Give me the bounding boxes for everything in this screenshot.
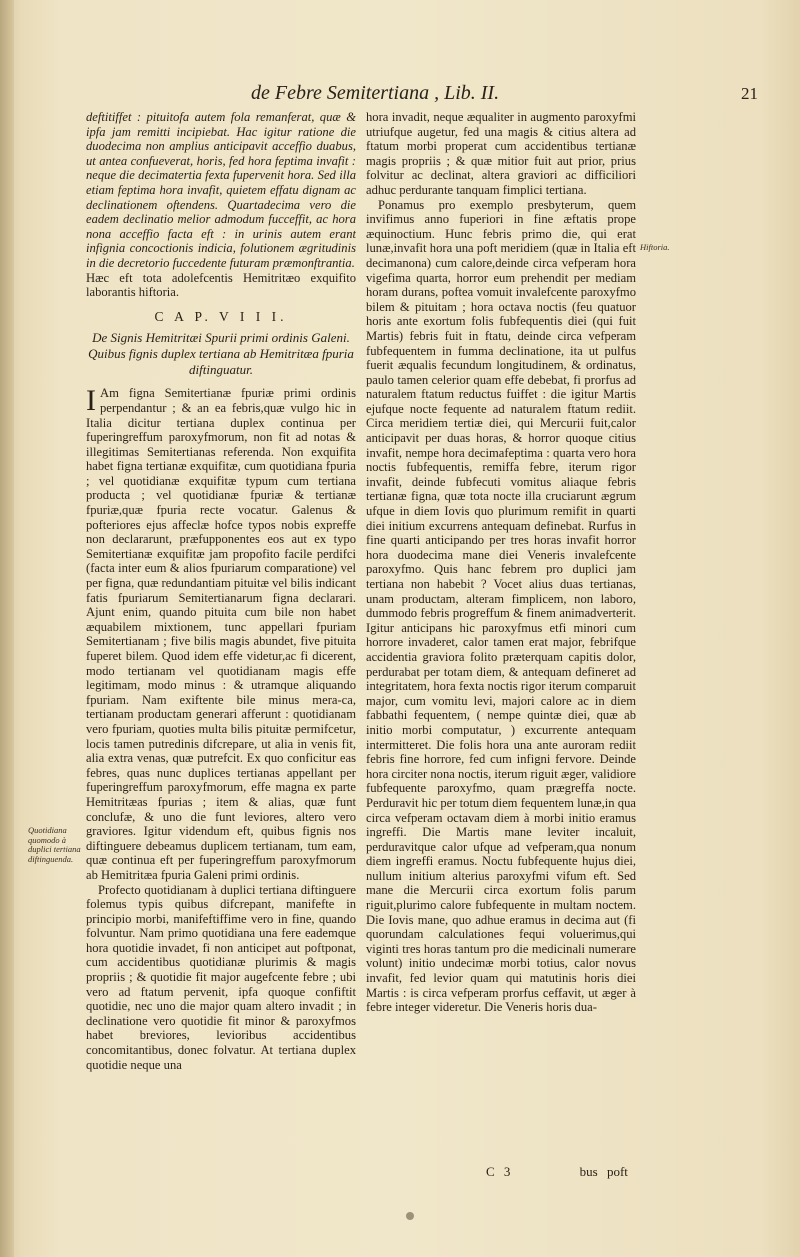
page-footer xyxy=(486,1164,628,1180)
margin-note-left: Quotidiana quomodo à duplici tertiana diftinguenda. xyxy=(28,825,81,864)
margin-note-right: Hiftoria. xyxy=(640,242,670,252)
catchword: bus poft xyxy=(579,1164,628,1179)
signature-mark: C 3 xyxy=(486,1164,511,1179)
right-text-column xyxy=(366,110,636,1190)
chapter-body-paragraph xyxy=(86,386,356,882)
running-title: de Febre Semitertiana , Lib. II. xyxy=(251,82,500,104)
page-number: 21 xyxy=(741,84,758,103)
left-text-column xyxy=(86,110,356,1170)
drop-capital: I xyxy=(86,384,96,418)
running-header xyxy=(86,82,758,108)
chapter-heading: C A P. V I I I. xyxy=(154,308,288,324)
book-binding-edge xyxy=(0,0,14,1257)
ink-blot-mark xyxy=(406,1212,414,1220)
right-paragraph-1: hora invadit, neque æqualiter in augmento paroxyfmi utriufque augetur, fed una magis & citius altera ad ftatum morbi properat cum accidentibus tertianæ magis propriis ; & quæ mitior fuit aut prior, prius folvitur ac declinat, altera graviori ac difficiliori adhuc perdurante tanquam fimplici tertiana. xyxy=(366,110,636,197)
intro-roman-text: Hæc eft tota adolefcentis Hemitritæo exquifito laborantis hiftoria. xyxy=(86,270,356,300)
second-paragraph: Profecto quotidianam à duplici tertiana diftinguere folemus typis quibus difcrepant, manifefte in principio morbi, manifeftiffime vero in fine, quando folvuntur. Nam primo quotidiana una fere eademque hora quotidie invadet, fi non anticipet aut poftponat, cum accidentibus quotidianæ plurimis & magis propriis ; & quotidie fit major augefcente febre ; ubi vero ad ftatum pervenit, ipfa quoque confiftit quotidie, nec uno die major quam altero invadit ; in declinatione vero quotidie fit minor & paroxyfmos habet breviores, levioribus accidentibus concomitantibus, donec folvatur. At tertiana duplex quotidie neque una xyxy=(86,882,356,1072)
right-paragraph-2: Ponamus pro exemplo presbyterum, quem invifimus anno fuperiori in fine æftatis prope æquinoctium. Hunc febris primo die, qui erat lunæ,invafit hora una poft meridiem (quæ in Italia eft decimanona) cum calore,deinde circa vefperam hora vigefima quarta, horror eum prehendit per mediam horam durans, poftea vomuit invalefcente paroxyfmo bilem & pituitam ; hora octava noctis (feu quatuor horis ante exortum folis fubfequentis diei (qui fuit Martis) febris fuit in ftatu, deinde circa vefperam fubfequentem in fumma declinatione, ita ut pulfus fuerit æqualis fecundum longitudinem, & ordinatus, paulo tamen celerior quam effe debebat, fi prorfus ad naturalem ftatum reductus fuiffet : die igitur Martis ejufque nocte fequente ad naturalem ftatum rediit. Circa meridiem tertiæ diei, qui Mercurii fuit,calor anticipavit per duas horas, & horror quoque citius invafit, nempe hora decimafeptima : quarta vero hora noctis fubfequentis, remiffa febre, iterum rigor invafit, deinde fubfecuti vomitus aliaque febris tertianæ figna, quæ tota nocte illa cruciarunt ægrum ufque in diem Iovis quo plurimum remifit in quarti diei initium excurrens antequam definebat. Rurfus in fine quarti anticipando per tres horas invafit horror hora duodecima mane diei Veneris invalefcente paroxyfmo. Quis hanc febrem pro duplici jam tertiana non habebit ? Vocet alius duas tertianas, unam productam, alteram fimplicem, non laboro, dummodo febris progreffum & finem animadverterit. Igitur anticipans hic paroxyfmus etfi minori cum horrore invaderet, calor tamen erat major, febrifque accidentia graviora folito præterquam capitis dolor, perdurabat per totam diem, & antequam defineret ad integritatem, hora fexta noctis rigor iterum comparuit major, cum vomitu levi, majori calore ac in diem fabbathi fequentem, ( nempe quintæ diei, quæ ab initio morbi computatur, ) excurrente antequam intermitteret. Die folis hora una ante auroram rediit febris fine horrore, fed cum infigni fervore. Deinde hora circiter nona noctis, iterum riguit æger, validiore fubfequente paroxyfmo, quam prægreffa nocte. Perduravit hic per totum diem fequentem lunæ,in qua circa vefperam octavam diem à morbi initio eramus ingreffi. Die Martis mane leviter incaluit, perduravitque calor ufque ad vefperam,qua nonum diem ingreffi eramus. Noctu fubfequente hujus diei, nullum initium alterius paroxyfmi vifum eft. Sed mane die Mercurii circa exortum folis parum riguit,plurimo calore fubfequente in multam noctem. Die Iovis mane, quo adhue eramus in decima aut (fi quorundam calculationes fequi voluerimus,qui viginti tres horas tantum pro die medicinali numerare volunt) initio undecimæ morbi totius, calor novus invafit, fed levior quam qui matutinis horis diei Martis : is circa vefperam prorfus ceffavit, ut æger à febre integer videretur. Die Veneris horis dua- xyxy=(366,197,636,1015)
chapter-body-text: Am figna Semitertianæ fpuriæ primi ordinis perpendantur ; & an ea febris,quæ vulgo hic in Italia dicitur tertiana duplex continua per fuperingreffum paroxyfmorum, non fit ad notas & illegitimas Semitertianas referenda. Non exquifita habet figna tertianæ exquifitæ, cum quotidiana fpuria ; vel quotidianæ exquifitæ typum cum tertiana producta ; vel quotidianæ fpuriæ & tertianæ fpuriæ,quæ fpuria recte vocatur. Galenus & pofteriores ejus affeclæ hofce typos nobis expreffe non declararunt, præfupponentes eos aut ex typo Semitertianæ exquifitæ jam propofito facile perdifci (facta inter eum & alios fpuriarum comparatione) vel per figna, quæ redundantiam pituitæ vel bilis indicant fatis fpuriarum Semitertianarum figna declarari. Ajunt enim, quando pituita cum bile non habet æquabilem mixtionem, tunc appellari fpuriam Semitertianam ; five bilis magis abundet, five pituita fuperet bilem. Quod idem effe videtur,ac fi dicerent, modo tertianam vel quotidianam magis effe legitimam, modo minus : & utramque aliquando fpuriam. Nam exiftente bile minus mera-ca, tertianam productam generari afferunt : quotidianam vero fpuriam, quoties multa bilis pituitæ permifcetur, locis tamen putredinis difcrepare, ut alia in venis fit, alia extra venas, quæ putrefcit. Ex quo conficitur eas febres, quas nunc duplices tertianas appellant per fuperingreffum paroxyfmorum, effe magna ex parte Hemitritæas fpurias ; item & alias, quæ funt conclufæ, & uno die funt leviores, altero vero graviores. Igitur videndum eft, quibus fignis nos diftinguere debeamus duplicem tertianam, tum eam, quæ continua eft per fuperingreffum paroxyfmorum ab Hemitritæa fpuria Galeni primi ordinis. xyxy=(86,386,356,882)
intro-italic-text: deftitiffet : pituitofa autem fola remanferat, quæ & ipfa jam remitti incipiebat. Hac igitur ratione die duodecima non amplius anticipavit acceffio duabus, ut antea confueverat, horis, fed hora feptima invafit : neque die decimatertia fexta fupervenit hora. Sed illa etiam feptima hora invafit, quietem effatu dignam ac declinationem oftendens. Quartadecima vero die eadem declinatio melior admodum fucceffit, ac hora nona acceffio facta eft : in urinis autem erant infignia concoctionis indicia, folutionem ægritudinis in die decretorio fuccedente futuram præmonftrantia. xyxy=(86,110,356,270)
chapter-subtitle: De Signis Hemitritæi Spurii primi ordinis Galeni. Quibus fignis duplex tertiana ab Hemitritæa fpuria diftinguatur. xyxy=(88,330,354,378)
